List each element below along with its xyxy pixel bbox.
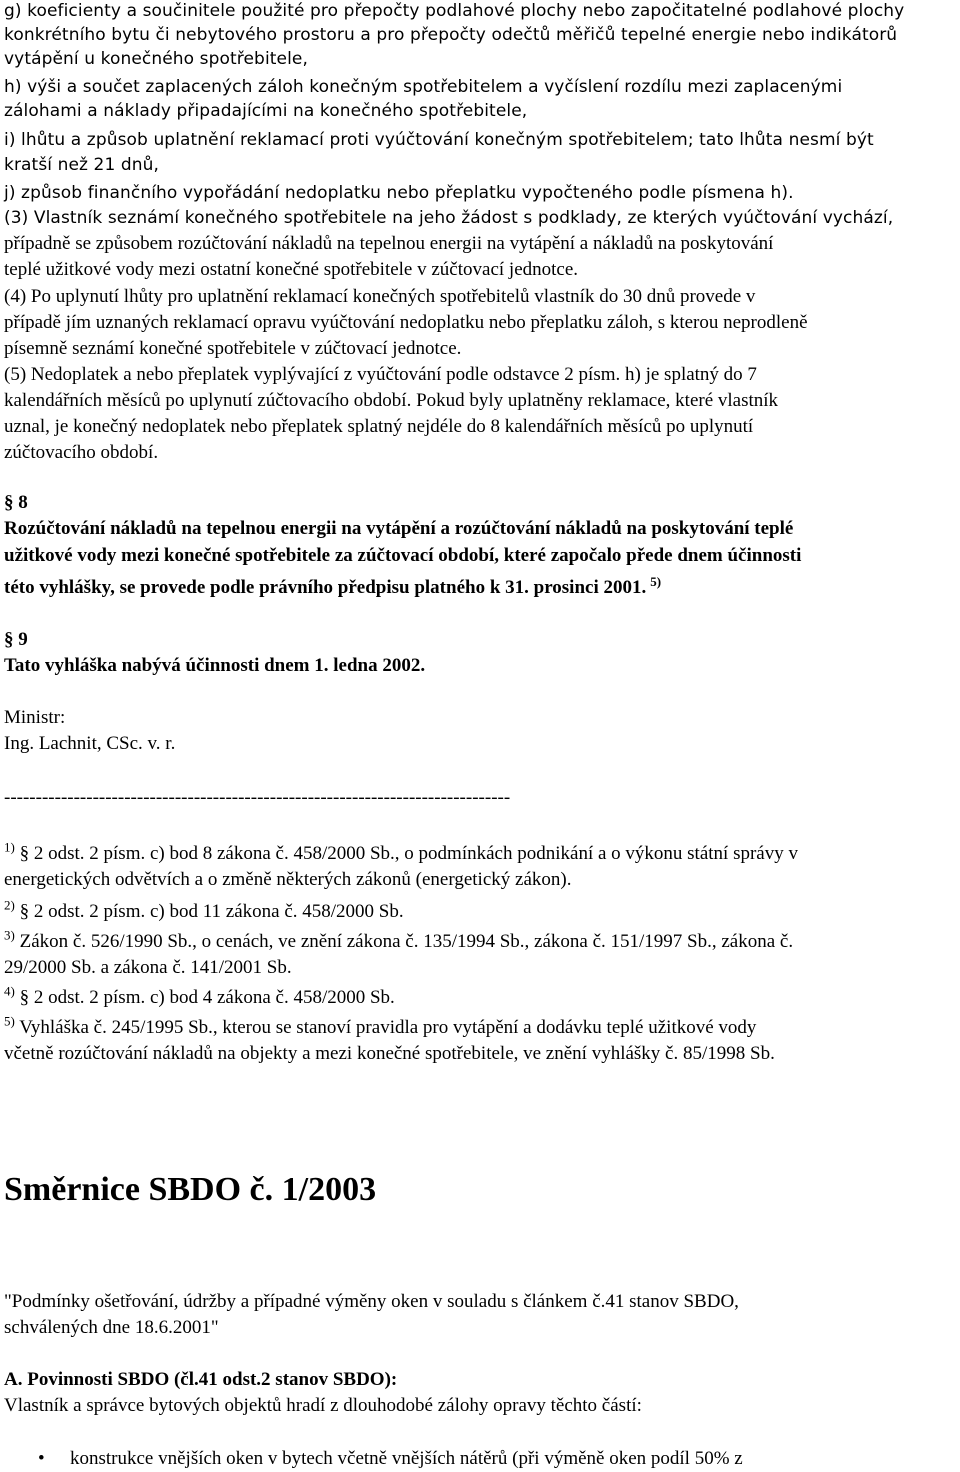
- footnote-1-cont: energetických odvětvích a o změně některých zákonů (energetický zákon).: [4, 869, 572, 890]
- footnote-text: § 2 odst. 2 písm. c) bod 4 zákona č. 458/2000 Sb.: [14, 987, 395, 1008]
- paragraph-4-line: písemně seznámí konečné spotřebitele v zúčtovací jednotce.: [4, 338, 462, 359]
- minister-name: Ing. Lachnit, CSc. v. r.: [4, 733, 176, 754]
- section-a-intro: Vlastník a správce bytových objektů hradí z dlouhodobé zálohy opravy těchto částí:: [4, 1395, 642, 1416]
- paragraph-5-line: kalendářních měsíců po uplynutí zúčtovacího období. Pokud byly uplatněny reklamace, které vlastník: [4, 390, 779, 411]
- paragraph-5-line: (5) Nedoplatek a nebo přeplatek vyplývající z vyúčtování podle odstavce 2 písm. h) je splatný do 7: [4, 364, 757, 385]
- text-line: vytápění u konečného spotřebitele,: [4, 49, 308, 69]
- paragraph-4-line: případě jím uznaných reklamací opravu vyúčtování nedoplatku nebo přeplatku záloh, s kterou neprodleně: [4, 312, 808, 333]
- text-line: h) výši a součet zaplacených záloh konečným spotřebitelem a vyčíslení rozdílu mezi zaplacenými: [4, 77, 843, 97]
- paragraph-3-line: teplé užitkové vody mezi ostatní konečné spotřebitele v zúčtovací jednotce.: [4, 259, 579, 280]
- directive-quote-line: "Podmínky ošetřování, údržby a případné výměny oken v souladu s článkem č.41 stanov SBDO,: [4, 1291, 739, 1312]
- section-8-heading: § 8: [4, 492, 28, 513]
- paragraph-4-line: (4) Po uplynutí lhůty pro uplatnění reklamací konečných spotřebitelů vlastník do 30 dnů provede v: [4, 286, 756, 307]
- footnote-text: § 2 odst. 2 písm. c) bod 11 zákona č. 458/2000 Sb.: [14, 901, 404, 922]
- paragraph-3-line: (3) Vlastník seznámí konečného spotřebitele na jeho žádost s podklady, ze kterých vyúčtování vychází,: [4, 208, 894, 228]
- section-8-line: užitkové vody mezi konečné spotřebitele za zúčtovací období, které započalo přede dnem účinnosti: [4, 545, 802, 566]
- text-line: kratší než 21 dnů,: [4, 155, 160, 175]
- section-9-heading: § 9: [4, 629, 28, 650]
- footnote-2: [4, 899, 404, 925]
- footnote-3: [4, 929, 793, 955]
- text-line: g) koeficienty a součinitele použité pro přepočty podlahové plochy nebo započitatelné podlahové plochy: [4, 1, 905, 21]
- footnote-mark: 3): [4, 927, 15, 943]
- footnote-mark: 4): [4, 983, 15, 999]
- paragraph-5-line: zúčtovacího období.: [4, 442, 159, 463]
- footnote-5: [4, 1015, 756, 1041]
- footnote-separator: --------------------------------------------------------------------------------: [4, 787, 511, 808]
- section-8-line: Rozúčtování nákladů na tepelnou energii na vytápění a rozúčtování nákladů na poskytování teplé: [4, 518, 794, 539]
- footnote-5-cont: včetně rozúčtování nákladů na objekty a mezi konečné spotřebitele, ve znění vyhlášky č. 85/1998 Sb.: [4, 1043, 775, 1064]
- directive-quote-line: schválených dne 18.6.2001": [4, 1317, 219, 1338]
- section-8-line-last: [4, 575, 661, 601]
- bullet-item: konstrukce vnějších oken v bytech včetně vnějších nátěrů (při výměně oken podíl 50% z: [70, 1448, 743, 1469]
- bullet-icon: •: [38, 1448, 45, 1469]
- section-9-text: Tato vyhláška nabývá účinnosti dnem 1. ledna 2002.: [4, 655, 426, 676]
- section-8-text: této vyhlášky, se provede podle právního předpisu platného k 31. prosinci 2001.: [4, 577, 647, 598]
- footnote-text: Zákon č. 526/1990 Sb., o cenách, ve znění zákona č. 135/1994 Sb., zákona č. 151/1997 Sb., zákona č.: [14, 931, 794, 952]
- footnote-text: § 2 odst. 2 písm. c) bod 8 zákona č. 458/2000 Sb., o podmínkách podnikání a o výkonu státní správy v: [14, 843, 798, 864]
- footnote-1: [4, 841, 798, 867]
- footnote-mark: 2): [4, 897, 15, 913]
- footnote-mark: 5): [4, 1013, 15, 1029]
- paragraph-5-line: uznal, je konečný nedoplatek nebo přeplatek splatný nejdéle do 8 kalendářních měsíců po uplynutí: [4, 416, 754, 437]
- footnote-text: Vyhláška č. 245/1995 Sb., kterou se stanoví pravidla pro vytápění a dodávku teplé užitkové vody: [14, 1017, 757, 1038]
- footnote-3-cont: 29/2000 Sb. a zákona č. 141/2001 Sb.: [4, 957, 292, 978]
- text-line: i) lhůtu a způsob uplatnění reklamací proti vyúčtování konečným spotřebitelem; tato lhůta nesmí být: [4, 130, 874, 150]
- paragraph-3-line: případně se způsobem rozúčtování nákladů na tepelnou energii na vytápění a nákladů na poskytování: [4, 233, 774, 254]
- directive-title: Směrnice SBDO č. 1/2003: [4, 1171, 377, 1208]
- text-line: j) způsob finančního vypořádání nedoplatku nebo přeplatku vypočteného podle písmena h).: [4, 183, 794, 203]
- footnote-mark: 1): [4, 839, 15, 855]
- text-line: zálohami a náklady připadajícími na konečného spotřebitele,: [4, 101, 528, 121]
- footnote-ref: 5): [650, 573, 662, 589]
- section-a-heading: A. Povinnosti SBDO (čl.41 odst.2 stanov SBDO):: [4, 1369, 398, 1390]
- text-line: konkrétního bytu či nebytového prostoru a pro přepočty odečtů měřičů tepelné energie nebo indikátorů: [4, 25, 898, 45]
- minister-label: Ministr:: [4, 707, 66, 728]
- footnote-4: [4, 985, 395, 1011]
